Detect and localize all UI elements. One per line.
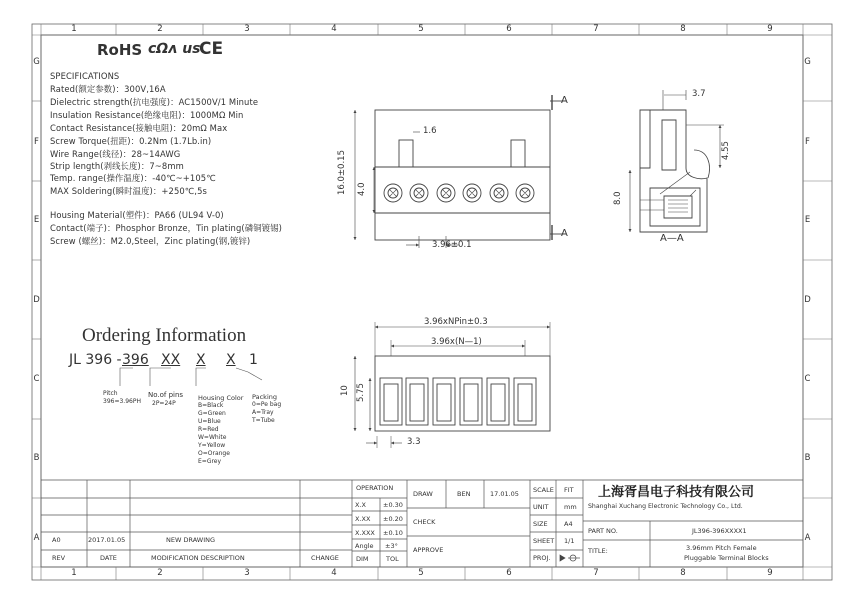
note-pins: No.of pins — [148, 391, 184, 399]
tb-approve: APPROVE — [413, 546, 444, 554]
zone-left-g: G — [33, 57, 40, 67]
ce-logo: CE — [199, 39, 224, 59]
note-color: E=Grey — [198, 458, 222, 465]
zone-bottom-2: 2 — [157, 568, 163, 578]
tb-tol-label: X.X — [355, 501, 366, 509]
zone-right-c: C — [804, 374, 811, 384]
tb-check: CHECK — [413, 518, 436, 526]
ordering-code-suffix: 1 — [249, 352, 258, 368]
note-packing: A=Tray — [252, 409, 274, 416]
note-color: G=Green — [198, 410, 226, 417]
top-view — [355, 95, 566, 248]
spec-heading: SPECIFICATIONS — [50, 71, 120, 81]
zone-right-a: A — [804, 533, 811, 543]
tb-tol-label: X.XX — [355, 515, 371, 523]
zone-top-8: 8 — [680, 24, 686, 34]
dim-front-height: 10 — [340, 385, 350, 396]
note-pitch: Pitch — [103, 390, 118, 397]
tb-scale: SCALE — [533, 486, 554, 494]
screw-row — [384, 184, 534, 202]
zone-left-e: E — [33, 215, 40, 225]
spec-line: Screw Torque(扭距)：0.2Nm (1.7Lb.in) — [50, 136, 212, 146]
note-color: W=White — [198, 434, 227, 441]
company-name-en: Shanghai Xuchang Electronic Technology Co., Ltd. — [588, 503, 743, 510]
tb-tol-value: ±0.30 — [383, 501, 403, 509]
dim-section-left: 8.0 — [613, 191, 623, 205]
note-color: Housing Color — [198, 394, 244, 402]
note-color: Y=Yellow — [198, 442, 226, 449]
zone-right-b: B — [804, 453, 811, 463]
zone-right-f: F — [805, 137, 810, 147]
dim-pin-width: 1.6 — [423, 126, 437, 136]
spec-line: Dielectric strength(抗电强度)：AC1500V/1 Minute — [50, 97, 259, 107]
zone-right-d: D — [804, 295, 811, 305]
rev-value: A0 — [52, 536, 61, 544]
zone-top-2: 2 — [157, 24, 163, 34]
zone-top-1: 1 — [71, 24, 77, 34]
company-name-cn: 上海胥昌电子科技有限公司 — [598, 485, 755, 500]
tb-title-2: Pluggable Terminal Blocks — [684, 554, 769, 562]
tb-tol-value: ±0.20 — [383, 515, 403, 523]
dim-section-right: 4.55 — [721, 141, 731, 160]
dim-front-height-2: 5.75 — [356, 383, 366, 402]
zone-right-g: G — [804, 57, 811, 67]
spec-line: Rated(额定参数)：300V,16A — [50, 84, 166, 94]
material-line: Housing Material(塑件)：PA66 (UL94 V-0) — [50, 210, 224, 220]
header-change: CHANGE — [311, 554, 339, 562]
spec-line: Insulation Resistance(绝缘电阻)：1000MΩ Min — [50, 110, 244, 120]
ordering-code-pins: XX — [161, 352, 181, 368]
note-packing: 0=Pe bag — [252, 401, 282, 408]
ordering-code-color: X — [196, 352, 206, 368]
zone-bottom-1: 1 — [71, 568, 77, 578]
note-color: R=Red — [198, 426, 219, 433]
zone-bottom-4: 4 — [331, 568, 337, 578]
dim-total-height: 16.0±0.15 — [337, 150, 347, 195]
zone-left-a: A — [33, 533, 40, 543]
projection-symbol — [560, 555, 580, 561]
dim-inner-width: 3.96x(N—1) — [431, 337, 482, 347]
zone-left-f: F — [34, 137, 39, 147]
tb-scale-val: FIT — [564, 486, 574, 494]
ordering-title: Ordering Information — [82, 325, 247, 346]
zone-bottom-9: 9 — [767, 568, 773, 578]
tb-tol: TOL — [386, 555, 399, 563]
tb-size: SIZE — [533, 520, 548, 528]
spec-line: Temp. range(操作温度)：-40℃~+105℃ — [50, 173, 216, 183]
tb-tol-value: ±3° — [385, 542, 398, 550]
note-pins: 2P=24P — [152, 400, 176, 407]
ordering-code-pitch: 396 — [122, 352, 149, 368]
tb-tol-label: X.XXX — [355, 529, 375, 537]
note-color: O=Orange — [198, 450, 230, 457]
ordering-code-packing: X — [226, 352, 236, 368]
section-mark-bottom: A — [561, 228, 568, 239]
tb-tol-value: ±0.10 — [383, 529, 403, 537]
tb-draw: DRAW — [413, 490, 433, 498]
tb-size-val: A4 — [564, 520, 573, 528]
section-label: A—A — [660, 233, 684, 244]
dim-overall-width: 3.96xNPin±0.3 — [424, 317, 488, 327]
note-packing: T=Tube — [252, 417, 275, 424]
zone-bottom-8: 8 — [680, 568, 686, 578]
zone-bottom-7: 7 — [593, 568, 599, 578]
tb-title-1: 3.96mm Pitch Female — [686, 544, 757, 552]
note-packing: Packing — [252, 393, 278, 401]
tb-sheet-val: 1/1 — [564, 537, 575, 545]
section-mark-top: A — [561, 95, 568, 106]
zone-left-c: C — [33, 374, 40, 384]
tb-tol-label: Angle — [355, 542, 374, 550]
material-line: Screw (螺丝)：M2.0,Steel，Zinc plating(钢,镀锌) — [50, 236, 251, 246]
header-date: DATE — [100, 554, 117, 562]
dim-section-top: 3.7 — [692, 89, 706, 99]
zone-left-d: D — [33, 295, 40, 305]
material-line: Contact(端子)：Phosphor Bronze，Tin plating(磷铜镀锡) — [50, 223, 283, 233]
zone-top-9: 9 — [767, 24, 773, 34]
tb-unit: UNIT — [533, 503, 549, 511]
note-pitch: 396=3.96PH — [103, 398, 141, 405]
tb-dim: DIM — [356, 555, 369, 563]
zone-top-6: 6 — [506, 24, 512, 34]
zone-top-4: 4 — [331, 24, 337, 34]
tb-draw-by: BEN — [457, 490, 471, 498]
tb-operation: OPERATION — [356, 484, 394, 492]
zone-top-3: 3 — [244, 24, 250, 34]
zone-top-5: 5 — [418, 24, 424, 34]
note-color: U=Blue — [198, 418, 221, 425]
tb-part-no-label: PART NO. — [588, 527, 618, 535]
tb-proj: PROJ. — [533, 554, 551, 562]
dim-inner-height: 4.0 — [357, 182, 367, 196]
tb-title-label: TITLE: — [588, 547, 608, 555]
zone-left-b: B — [33, 453, 40, 463]
tb-draw-date: 17.01.05 — [490, 490, 519, 498]
ul-logo: cΩʌ us — [148, 41, 201, 57]
spec-line: MAX Soldering(瞬时温度)：+250℃,5s — [50, 186, 207, 196]
ordering-leaders — [120, 368, 262, 386]
note-color: B=Black — [198, 402, 224, 409]
dim-pitch: 3.96±0.1 — [432, 240, 472, 250]
zone-bottom-5: 5 — [418, 568, 424, 578]
zone-bottom-3: 3 — [244, 568, 250, 578]
header-desc: MODIFICATION DESCRIPTION — [151, 554, 245, 562]
spec-line: Wire Range(线径)：28~14AWG — [50, 149, 181, 159]
zone-right-e: E — [804, 215, 811, 225]
rev-date: 2017.01.05 — [88, 536, 126, 544]
section-view — [630, 90, 724, 232]
tb-unit-val: mm — [564, 503, 577, 511]
tb-part-no: JL396-396XXXX1 — [692, 527, 747, 535]
header-rev: REV — [52, 554, 66, 562]
rev-desc: NEW DRAWING — [166, 536, 216, 544]
zone-top-7: 7 — [593, 24, 599, 34]
spec-line: Strip length(剥线长度)：7~8mm — [50, 161, 184, 171]
rohs-logo: RoHS — [97, 41, 143, 59]
ordering-code-prefix: JL 396 - — [69, 352, 122, 368]
zone-bottom-6: 6 — [506, 568, 512, 578]
dim-front-offset: 3.3 — [407, 437, 421, 447]
spec-line: Contact Resistance(接触电阻)：20mΩ Max — [50, 123, 228, 133]
tb-sheet: SHEET — [533, 537, 555, 545]
